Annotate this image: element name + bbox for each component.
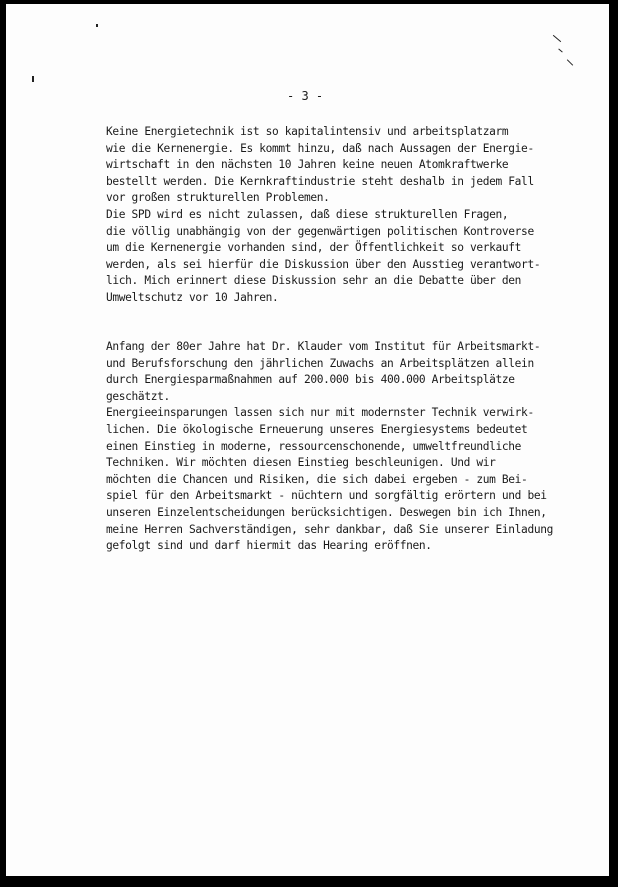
text-line: unseren Einzelentscheidungen berücksichtigen. Deswegen bin ich Ihnen, — [106, 505, 547, 519]
text-line: durch Energiesparmaßnahmen auf 200.000 bis 400.000 Arbeitsplätze — [106, 373, 515, 387]
text-line: vor großen strukturellen Problemen. — [106, 191, 330, 205]
text-line: wie die Kernenergie. Es kommt hinzu, daß nach Aussagen der Energie- — [106, 141, 534, 155]
text-line: Umweltschutz vor 10 Jahren. — [106, 290, 279, 304]
text-line: Energieeinsparungen lassen sich nur mit modernster Technik verwirk- — [106, 406, 534, 420]
scan-mark — [96, 24, 98, 27]
text-line: einen Einstieg in moderne, ressourcenschonende, umweltfreundliche — [106, 439, 522, 453]
text-line: um die Kernenergie vorhanden sind, der Öffentlichkeit so verkauft — [106, 241, 522, 255]
text-line: möchten die Chancen und Risiken, die sich dabei ergeben - zum Bei- — [106, 472, 528, 486]
paragraph — [106, 124, 540, 307]
text-line: meine Herren Sachverständigen, sehr dankbar, daß Sie unserer Einladung — [106, 522, 553, 536]
text-line: gefolgt sind und darf hiermit das Hearing eröffnen. — [106, 539, 432, 553]
scan-mark — [567, 59, 573, 65]
text-line: Anfang der 80er Jahre hat Dr. Klauder vom Institut für Arbeitsmarkt- — [106, 340, 541, 353]
text-line: geschätzt. — [106, 389, 170, 403]
scan-mark — [32, 76, 34, 82]
text-line: lich. Mich erinnert diese Diskussion sehr an die Debatte über den — [106, 274, 522, 288]
text-line: spiel für den Arbeitsmarkt - nüchtern und sorgfältig erörtern und bei — [106, 489, 547, 503]
text-line: die völlig unabhängig von der gegenwärtigen politischen Kontroverse — [106, 224, 534, 238]
text-line: Die SPD wird es nicht zulassen, daß diese strukturellen Fragen, — [106, 207, 509, 221]
page-number: - 3 - — [287, 89, 324, 103]
scan-mark — [558, 49, 562, 53]
text-line: Keine Energietechnik ist so kapitalintensiv und arbeitsplatzarm — [106, 125, 509, 138]
paragraph — [106, 339, 553, 555]
text-line: bestellt werden. Die Kernkraftindustrie steht deshalb in jedem Fall — [106, 174, 534, 188]
text-line: lichen. Die ökologische Erneuerung unseres Energiesystems bedeutet — [106, 422, 528, 436]
text-line: und Berufsforschung den jährlichen Zuwachs an Arbeitsplätzen allein — [106, 356, 534, 370]
text-line: wirtschaft in den nächsten 10 Jahren keine neuen Atomkraftwerke — [106, 158, 509, 172]
text-line: werden, als sei hierfür die Diskussion über den Ausstieg verantwort- — [106, 257, 541, 271]
scan-mark — [553, 35, 561, 42]
text-line: Techniken. Wir möchten diesen Einstieg beschleunigen. Und wir — [106, 456, 496, 470]
